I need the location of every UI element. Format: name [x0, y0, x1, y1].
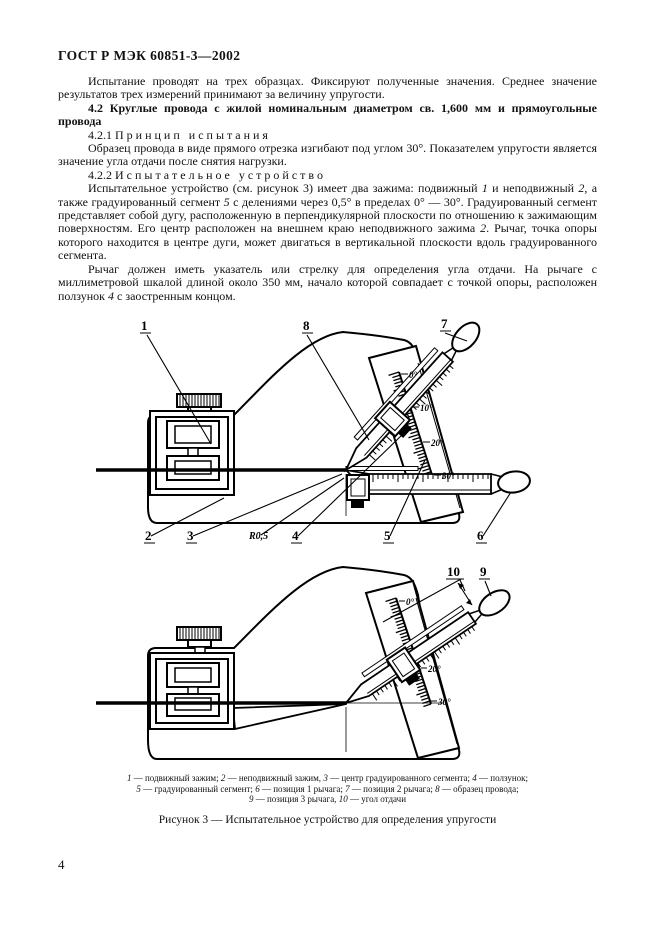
callout-8: 8: [303, 317, 310, 333]
paragraph-principle: Образец провода в виде прямого отрезка изгибают под углом 30°. Показателем упругости является значение угла отдачи после снятия нагрузки.: [58, 141, 597, 169]
callout-9: 9: [480, 563, 487, 579]
test-device-drawing-top: [91, 308, 551, 548]
callout-10: 10: [447, 563, 460, 579]
section-heading-4-2-2: 4.2.2 И с п ы т а т е л ь н о е у с т р о й с т в о: [88, 167, 324, 182]
test-device-drawing-bottom: [91, 556, 551, 771]
figure-legend-line-2: 5 — градуированный сегмент; 6 — позиция 1 рычага; 7 — позиция 2 рычага; 8 — образец провода;: [136, 783, 519, 794]
clamp-assembly: [150, 627, 234, 729]
page-number: 4: [58, 856, 65, 872]
section-heading-4-2-1: 4.2.1 П р и н ц и п и с п ы т а н и я: [88, 127, 268, 142]
callout-4: 4: [292, 527, 299, 543]
paragraph-apparatus: Испытательное устройство (см. рисунок 3) имеет два зажима: подвижный 1 и неподвижный 2, а также градуированный сегмент 5 с делениями через 0,5° в пределах 0° — 30°. Градуированный сегмент представляет собой дугу, расположенную в перпендикулярной плоскости по отношению к зажимающим поверхностям. Его центр расположен на внешнем краю неподвижного зажима 2. Рычаг, точка опоры которого находится в центре дуги, может двигаться в вертикальной плоскости вдоль градуированного сегмента.: [58, 181, 598, 263]
callout-5: 5: [384, 527, 391, 543]
callout-3: 3: [187, 527, 194, 543]
figure-legend: [58, 773, 597, 805]
body-text: [58, 75, 597, 303]
scale-label-30: 30°: [438, 696, 451, 707]
clamp-knob: [177, 394, 221, 407]
clamp-assembly: [150, 394, 234, 495]
wire-specimen-straight: [346, 466, 418, 470]
scale-label-20: 20°: [428, 663, 441, 674]
callout-6: 6: [477, 527, 484, 543]
paragraph-intro: Испытание проводят на трех образцах. Фиксируют полученные значения. Среднее значение результатов трех измерений принимают за величину упругости.: [58, 74, 597, 102]
figure-legend-line-3: 9 — позиция 3 рычага, 10 — угол отдачи: [248, 794, 407, 805]
page-header: ГОСТ Р МЭК 60851-3—2002: [58, 48, 241, 63]
callout-2: 2: [145, 527, 152, 543]
callout-7: 7: [441, 315, 448, 331]
clamp-knob: [177, 627, 221, 640]
figure-3-drawings: [58, 303, 597, 773]
scale-label-0: 0°: [406, 596, 415, 607]
section-heading-4-2: 4.2 Круглые провода с жилой номинальным диаметром св. 1,600 мм и прямоугольные провода: [58, 100, 597, 129]
callout-radius: R0,5: [249, 530, 269, 542]
scale-label-10: 10°: [420, 402, 433, 413]
slider-thumbscrew: [351, 501, 364, 508]
paragraph-lever: Рычаг должен иметь указатель или стрелку для определения угла отдачи. На рычаге с миллиметровой шкалой длиной около 350 мм, начало которой совпадает с точкой опоры, расположен ползунок 4 с заостренным концом.: [58, 261, 597, 303]
lever-handle-1: [497, 469, 532, 494]
scale-label-20: 20°: [431, 437, 444, 448]
callout-1: 1: [141, 317, 148, 333]
figure-legend-line-1: 1 — подвижный зажим; 2 — неподвижный зажим, 3 — центр градуированного сегмента; 4 — ползунок;: [126, 772, 529, 783]
scale-label-30: 30°: [442, 470, 455, 481]
figure-caption: Рисунок 3 — Испытательное устройство для определения упругости: [158, 813, 497, 826]
scale-label-0: 0°: [409, 369, 418, 380]
lever-handle-2: [447, 318, 485, 357]
